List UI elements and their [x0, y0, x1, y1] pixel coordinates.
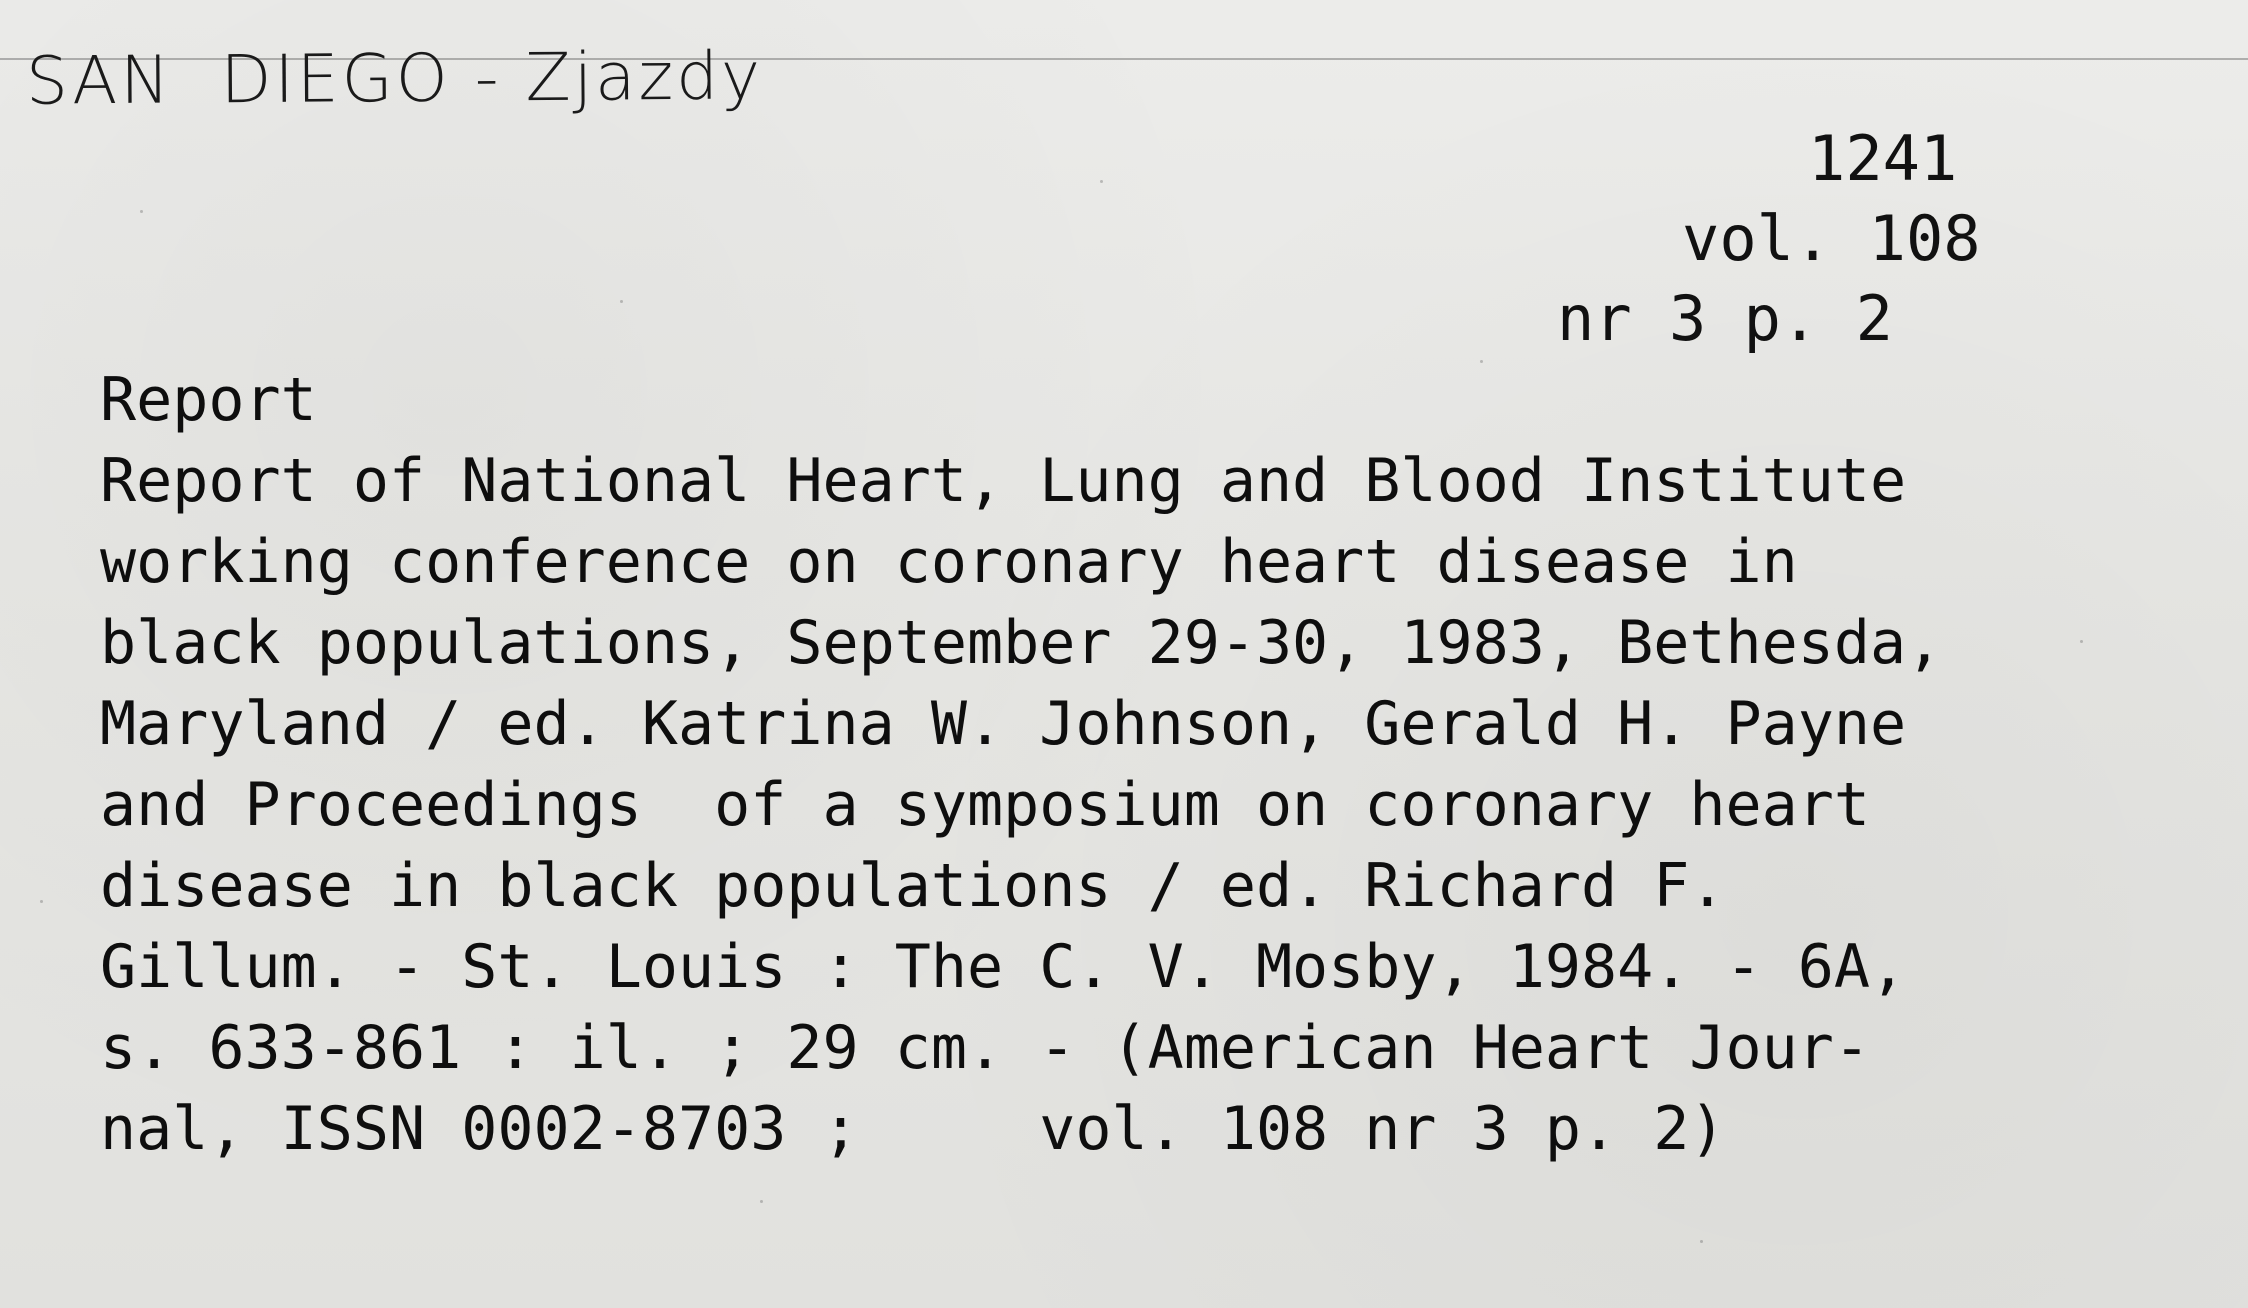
- description-line-1: Report of National Heart, Lung and Blood Institute: [100, 446, 1907, 516]
- paper-speck: [140, 210, 143, 213]
- paper-speck: [1700, 1240, 1703, 1243]
- description-line-7: Gillum. - St. Louis : The C. V. Mosby, 1984. - 6A,: [100, 932, 1907, 1002]
- description-line-9: nal, ISSN 0002-8703 ; vol. 108 nr 3 p. 2): [100, 1094, 1726, 1164]
- call-number-line-2: vol. 108: [1682, 202, 1981, 275]
- paper-speck: [1480, 360, 1483, 363]
- description-line-6: disease in black populations / ed. Richard F.: [100, 851, 1726, 921]
- heading-label: Report: [100, 365, 317, 435]
- description-line-4: Maryland / ed. Katrina W. Johnson, Gerald H. Payne: [100, 689, 1907, 759]
- card-body: [100, 360, 2240, 1170]
- description-line-2: working conference on coronary heart disease in: [100, 527, 1798, 597]
- paper-speck: [2080, 640, 2083, 643]
- description-line-8: s. 633-861 : il. ; 29 cm. - (American Heart Jour-: [100, 1013, 1871, 1083]
- description-line-3: black populations, September 29-30, 1983, Bethesda,: [100, 608, 1943, 678]
- paper-speck: [1100, 180, 1103, 183]
- description-line-5: and Proceedings of a symposium on coronary heart: [100, 770, 1871, 840]
- handwritten-heading: SAN DIEGO - Zjazdy: [25, 37, 764, 120]
- call-number-line-3: nr 3 p. 2: [1557, 282, 1893, 355]
- paper-speck: [40, 900, 43, 903]
- call-number-line-1: 1241: [1808, 122, 1958, 195]
- paper-speck: [620, 300, 623, 303]
- paper-speck: [760, 1200, 763, 1203]
